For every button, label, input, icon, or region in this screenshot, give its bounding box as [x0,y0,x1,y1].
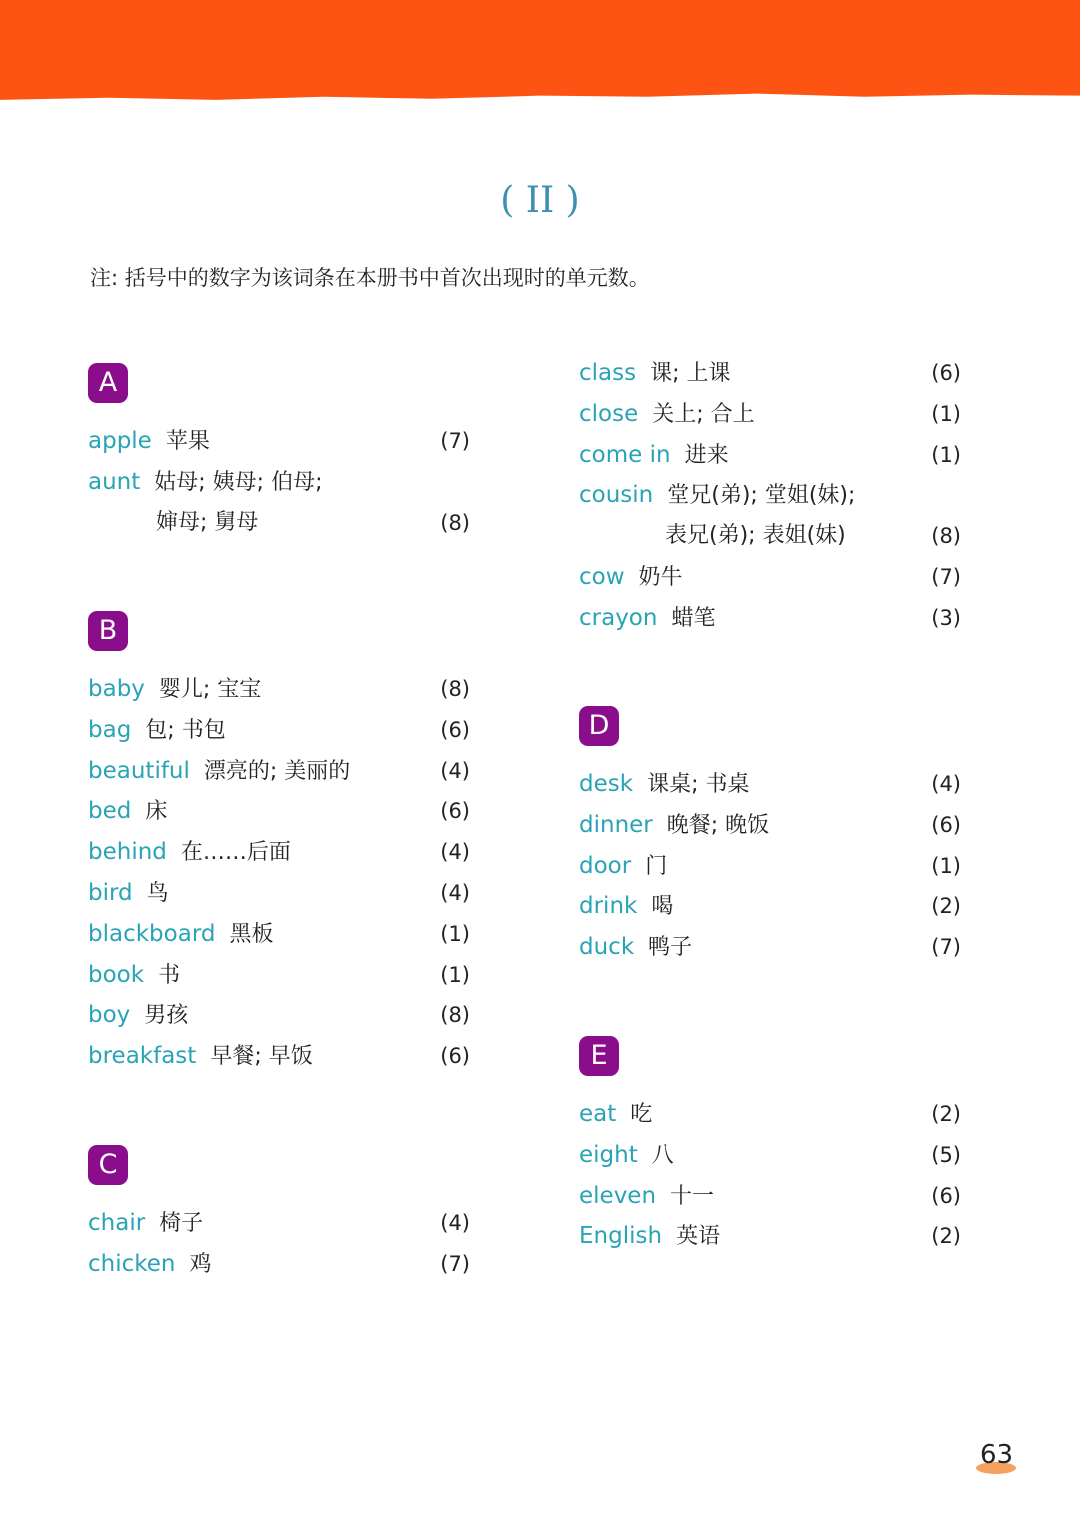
entry-word: blackboard [88,920,216,947]
entry-translation: 床 [145,799,168,825]
vocab-entry [579,557,961,598]
vocab-entry [88,710,470,751]
entry-translation: 进来 [684,442,729,468]
vocab-entry [579,1135,961,1176]
entry-word: duck [579,934,635,961]
letter-badge: C [88,1145,128,1185]
entry-word: come in [579,441,671,468]
entry-translation: 黑板 [229,921,274,947]
entry-word: eleven [579,1182,657,1209]
vocab-entry [579,475,961,516]
vocab-entry [88,914,470,955]
header-banner [0,0,1080,104]
vocab-entry [88,1244,470,1285]
entry-word: door [579,852,632,879]
vocab-entry [88,421,470,462]
vocab-entry [579,846,961,887]
entry-unit-number: (2) [931,894,961,919]
note-text: 注: 括号中的数字为该词条在本册书中首次出现时的单元数。 [90,266,650,290]
vocab-entry [88,462,470,503]
entry-translation: 书 [158,962,181,988]
entry-word: English [579,1223,663,1250]
section-c-continued [579,353,961,639]
vocab-entry [579,353,961,394]
entry-unit-number: (6) [440,799,470,824]
vocab-entry [88,503,470,544]
entry-unit-number: (6) [440,1044,470,1069]
entry-unit-number: (1) [440,962,470,987]
vocab-entry [88,791,470,832]
entry-word: beautiful [88,757,190,784]
vocab-entry [579,394,961,435]
entry-word: apple [88,428,152,454]
entry-translation: 男孩 [144,1003,189,1029]
entry-word: dinner [579,811,653,838]
entry-word: desk [579,771,634,797]
entry-unit-number: (5) [931,1142,961,1167]
entry-unit-number: (7) [931,564,961,589]
entry-word: breakfast [88,1043,197,1070]
vocab-entry [579,805,961,846]
vocab-entry [579,764,961,805]
vocab-entry [579,927,961,968]
entry-translation: 鸟 [146,880,169,906]
entry-translation: 早餐; 早饭 [210,1044,313,1070]
entry-translation: 包; 书包 [145,717,226,743]
entry-translation: 椅子 [159,1211,204,1236]
entry-unit-number: (2) [931,1102,961,1126]
entry-unit-number: (3) [931,605,961,630]
entry-translation: 苹果 [165,429,210,454]
entry-unit-number: (4) [440,880,470,905]
entry-translation: 表兄(弟); 表姐(妹) [665,523,846,549]
entry-word: baby [88,676,145,702]
section-e [579,1036,961,1257]
entry-translation: 鸡 [189,1251,212,1277]
entry-unit-number: (7) [440,429,470,453]
entry-translation: 喝 [651,894,674,920]
entry-unit-number: (8) [440,1003,470,1028]
vocab-entry [88,832,470,873]
entry-word: bed [88,798,132,825]
entry-translation: 吃 [630,1102,653,1127]
entry-word: class [579,360,637,386]
vocab-entry [579,598,961,639]
entry-unit-number: (1) [931,401,961,426]
vocab-entry [88,669,470,710]
entry-translation: 婴儿; 宝宝 [158,677,262,702]
entry-translation: 蜡笔 [671,605,716,631]
entry-word: drink [579,893,638,920]
entry-translation: 门 [645,853,668,879]
vocab-entry [88,1036,470,1077]
entry-word: eight [579,1141,638,1168]
vocab-entry [579,435,961,476]
entry-word: cow [579,563,625,590]
entry-word: boy [88,1002,131,1029]
entry-unit-number: (4) [931,772,961,796]
entry-translation: 十一 [670,1183,715,1209]
entry-unit-number: (1) [931,442,961,467]
page-number: 63 [980,1440,1014,1470]
entry-word: eat [579,1101,617,1127]
entry-word: chair [88,1210,146,1236]
entry-word: bag [88,716,132,743]
section-a [88,363,470,543]
entry-translation: 婶母; 舅母 [156,509,259,535]
entry-unit-number: (8) [440,510,470,535]
letter-badge: B [88,611,128,651]
entry-unit-number: (6) [440,717,470,742]
entry-translation: 奶牛 [638,564,683,590]
letter-badge: A [88,363,128,403]
vocab-entry [579,1094,961,1135]
entry-translation: 鸭子 [648,935,693,961]
vocab-entry [579,516,961,557]
entry-unit-number: (4) [440,840,470,865]
entry-unit-number: (8) [440,677,470,701]
entry-word: bird [88,879,133,906]
page-title: ( II ) [500,180,580,221]
entry-unit-number: (2) [931,1224,961,1249]
letter-badge: E [579,1036,619,1076]
entry-translation: 英语 [676,1224,721,1250]
entry-unit-number: (4) [440,1211,470,1235]
entry-word: book [88,961,145,988]
entry-translation: 八 [651,1142,674,1168]
entry-unit-number: (1) [440,921,470,946]
vocab-entry [88,751,470,792]
vocab-entry [88,1203,470,1244]
entry-translation: 姑母; 姨母; 伯母; [154,469,323,495]
entry-word: cousin [579,482,654,509]
entry-word: behind [88,839,167,866]
entry-translation: 课; 上课 [650,361,731,386]
vocab-entry [579,1176,961,1217]
entry-translation: 堂兄(弟); 堂姐(妹); [667,483,856,509]
section-b [88,611,470,1077]
entry-unit-number: (6) [931,1183,961,1208]
entry-word: crayon [579,604,658,631]
entry-unit-number: (4) [440,758,470,783]
entry-translation: 关上; 合上 [652,401,755,427]
entry-word: close [579,400,639,427]
entry-unit-number: (6) [931,361,961,385]
entry-word: aunt [88,468,141,495]
letter-badge: D [579,706,619,746]
vocab-entry [88,995,470,1036]
entry-translation: 在……后面 [180,840,291,866]
section-d [579,706,961,968]
entry-translation: 漂亮的; 美丽的 [203,758,351,784]
entry-unit-number: (7) [931,935,961,960]
vocab-entry [579,1216,961,1257]
section-c [88,1145,470,1285]
vocab-entry [88,873,470,914]
entry-unit-number: (6) [931,812,961,837]
entry-unit-number: (1) [931,853,961,878]
vocab-entry [88,955,470,996]
entry-word: chicken [88,1250,176,1277]
entry-translation: 课桌; 书桌 [647,772,750,797]
vocab-entry [579,886,961,927]
entry-unit-number: (8) [931,524,961,549]
entry-translation: 晚餐; 晚饭 [666,812,770,838]
entry-unit-number: (7) [440,1251,470,1276]
